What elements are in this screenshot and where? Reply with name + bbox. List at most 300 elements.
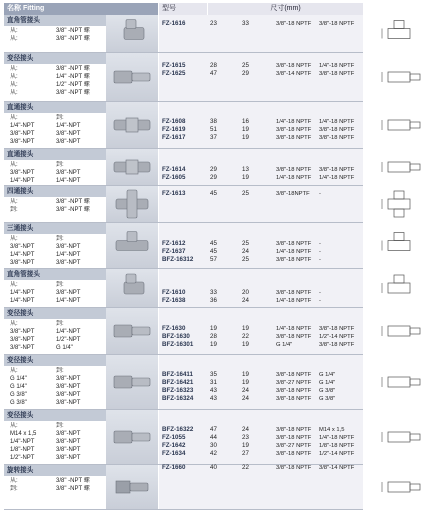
dimension-a: 29 [210, 166, 217, 173]
model-number: BFZ-16421 [162, 379, 194, 386]
dimension-d: G 1/4" [319, 372, 336, 378]
table-row [159, 426, 363, 434]
dimension-d: 1/4"-18 NPTF [319, 175, 355, 181]
table-row [159, 341, 363, 349]
thread-from: 3/8"-NPT [10, 131, 35, 137]
dimension-d: 3/8"-18 NPTF [319, 127, 355, 133]
thread-from: 从: [10, 28, 18, 34]
model-number: FZ-1617 [162, 134, 186, 141]
dimension-a: 29 [210, 174, 217, 181]
table-row [159, 62, 363, 70]
dimension-d: M14 x 1,5 [319, 427, 345, 433]
fitting-image [106, 355, 158, 409]
thread-to: 3/8"-NPT [56, 290, 81, 296]
dimension-a: 43 [210, 387, 217, 394]
diagram-body-outline [388, 482, 410, 492]
dimension-a: 45 [210, 190, 217, 197]
fitting-body-shape [116, 241, 148, 251]
thread-to: 1/4"-NPT [56, 329, 81, 335]
dimension-b: 22 [242, 333, 249, 340]
diagram-body-outline [388, 162, 410, 172]
table-row [159, 434, 363, 442]
dimension-b: 25 [242, 190, 249, 197]
model-number: FZ-1615 [162, 62, 186, 69]
thread-spec-line [4, 169, 106, 177]
fitting-body-shape [114, 376, 132, 388]
model-number: FZ-1612 [162, 240, 186, 247]
dimension-drawing [366, 410, 434, 464]
dimension-b: 25 [242, 240, 249, 247]
thread-from: 1/4"-NPT [10, 290, 35, 296]
thread-from: 到: [10, 486, 18, 492]
fitting-photo [106, 465, 158, 510]
dimension-diagram [366, 269, 434, 307]
thread-spec-line [4, 138, 106, 146]
group-title: 直通接头 [4, 102, 106, 113]
dimension-d: 3/8"-18 NPTF [319, 21, 355, 27]
fitting-photo [106, 269, 158, 308]
dimension-d: G 3/8" [319, 396, 336, 402]
dimension-d: - [319, 257, 321, 263]
thread-to: 1/4"-NPT [56, 298, 81, 304]
dimension-d: - [319, 191, 321, 197]
fitting-nipple-shape [132, 73, 150, 81]
diagram-body-outline [388, 72, 410, 82]
thread-spec-line [4, 367, 106, 375]
dimension-d: 3/8"-18 NPTF [319, 326, 355, 332]
thread-from: 从: [10, 162, 18, 168]
fitting-image [106, 308, 158, 354]
thread-to: 到: [56, 321, 64, 327]
thread-to: G 1/4" [56, 345, 73, 351]
dimension-c: 3/8"-18 NPTF [276, 388, 312, 394]
dimension-d: 3/8"-18 NPTF [319, 71, 355, 77]
thread-from: G 3/8" [10, 392, 27, 398]
fitting-branch-shape [126, 274, 136, 283]
dimension-a: 51 [210, 126, 217, 133]
model-number: FZ-1660 [162, 464, 186, 471]
group-title: 变径接头 [4, 355, 106, 366]
dimension-a: 28 [210, 333, 217, 340]
fitting-body-shape [124, 282, 144, 294]
diagram-nipple-outline [410, 434, 420, 440]
diagram-body-outline [388, 241, 410, 251]
thread-spec-line [4, 89, 106, 97]
model-number: FZ-1608 [162, 118, 186, 125]
thread-spec-line [4, 281, 106, 289]
thread-to: 3/8" -NPT 螺 [56, 207, 90, 213]
dimension-b: 19 [242, 174, 249, 181]
table-row [159, 174, 363, 182]
thread-spec-line [4, 454, 106, 462]
thread-spec-line [4, 485, 106, 493]
thread-from: 从: [10, 199, 18, 205]
thread-spec-line [4, 320, 106, 328]
dimension-diagram [366, 149, 434, 185]
dimension-drawing [366, 15, 434, 52]
thread-spec-line [4, 383, 106, 391]
thread-spec-line [4, 438, 106, 446]
table-row [159, 379, 363, 387]
thread-from: 1/4"-NPT [10, 123, 35, 129]
table-row [159, 325, 363, 333]
fitting-image [106, 223, 158, 268]
dimension-d: - [319, 249, 321, 255]
thread-from: G 3/8" [10, 400, 27, 406]
dimension-a: 38 [210, 118, 217, 125]
table-row [159, 166, 363, 174]
dimension-d: - [319, 290, 321, 296]
dimension-c: 1/4"-18 NPTF [276, 119, 312, 125]
fitting-image [106, 53, 158, 101]
thread-to: 3/8"-NPT [56, 384, 81, 390]
table-row [159, 450, 363, 458]
fitting-body-shape [124, 28, 144, 40]
dimension-d: 1/4"-18 NPTF [319, 119, 355, 125]
fitting-hex-shape [126, 160, 138, 174]
model-number: FZ-1625 [162, 70, 186, 77]
dimension-d: 3/8"-18 NPTF [319, 135, 355, 141]
diagram-branch-outline [394, 233, 404, 241]
dimension-b: 19 [242, 134, 249, 141]
table-row [159, 387, 363, 395]
thread-to: 到: [56, 236, 64, 242]
thread-spec-line [4, 251, 106, 259]
table-row [159, 240, 363, 248]
model-number: FZ-1637 [162, 248, 186, 255]
thread-to: 3/8"-NPT [56, 244, 81, 250]
thread-to: 1/2" -NPT 螺 [56, 82, 90, 88]
fitting-photo [106, 53, 158, 102]
group-divider [4, 509, 363, 510]
thread-to: 3/8"-NPT [56, 431, 81, 437]
dimension-c: 3/8"-18 NPTF [276, 334, 312, 340]
table-row [159, 333, 363, 341]
model-number: BFZ-16301 [162, 341, 194, 348]
dimension-c: 3/8"-18 NPTF [276, 135, 312, 141]
dimension-d: 3/8"-14 NPTF [319, 465, 355, 471]
thread-to: 到: [56, 282, 64, 288]
dimension-c: G 1/4" [276, 342, 293, 348]
thread-spec-line [4, 289, 106, 297]
thread-to: 1/4"-NPT [56, 178, 81, 184]
group-title: 三通接头 [4, 223, 106, 234]
thread-from: 3/8"-NPT [10, 139, 35, 145]
thread-from: 从: [10, 282, 18, 288]
thread-spec-line [4, 81, 106, 89]
dimension-a: 44 [210, 434, 217, 441]
thread-from: G 1/4" [10, 384, 27, 390]
model-number: BFZ-16411 [162, 371, 193, 378]
model-number: FZ-1605 [162, 174, 186, 181]
diagram-nipple-outline [410, 484, 420, 490]
dimension-a: 57 [210, 256, 217, 263]
thread-from: 从: [10, 478, 18, 484]
thread-spec-line [4, 446, 106, 454]
thread-to: 3/8"-NPT [56, 455, 81, 461]
thread-from: 从: [10, 66, 18, 72]
dimension-b: 27 [242, 450, 249, 457]
model-number: BFZ-16323 [162, 387, 194, 394]
thread-from: 从: [10, 236, 18, 242]
thread-to: 3/8"-NPT [56, 260, 81, 266]
diagram-body-outline [388, 326, 410, 336]
column-header-dimensions: 尺寸(mm) [208, 3, 363, 15]
dimension-a: 47 [210, 426, 217, 433]
diagram-nipple-outline [410, 122, 420, 128]
thread-spec-line [4, 399, 106, 407]
dimension-diagram [366, 308, 434, 354]
thread-to: 3/8"-NPT [56, 131, 81, 137]
thread-to: 3/8" -NPT 螺 [56, 486, 90, 492]
dimension-diagram [366, 355, 434, 409]
dimension-c: 3/8"-18 NPTF [276, 427, 312, 433]
group-title: 旋转接头 [4, 465, 106, 476]
dimension-a: 45 [210, 248, 217, 255]
dimension-diagram [366, 15, 434, 52]
dimension-d: 1/2"-14 NPTF [319, 451, 355, 457]
thread-from: 从: [10, 82, 18, 88]
dimension-c: 1/4"-18 NPTF [276, 326, 312, 332]
dimension-b: 23 [242, 434, 249, 441]
table-row [159, 442, 363, 450]
thread-spec-line [4, 259, 106, 267]
dimension-a: 28 [210, 62, 217, 69]
fitting-body-shape [114, 431, 132, 443]
thread-spec-line [4, 27, 106, 35]
fitting-photo [106, 102, 158, 149]
dimension-d: 3/8"-18 NPTF [319, 167, 355, 173]
thread-spec-line [4, 161, 106, 169]
diagram-branch-outline [394, 209, 404, 217]
diagram-branch-outline [394, 191, 404, 199]
model-number: BFZ-16312 [162, 256, 194, 263]
diagram-nipple-outline [410, 74, 420, 80]
diagram-body-outline [388, 199, 410, 209]
dimension-b: 19 [242, 379, 249, 386]
fitting-image [106, 269, 158, 307]
model-number: FZ-1610 [162, 289, 186, 296]
fitting-image [106, 15, 158, 52]
fitting-body-shape [114, 325, 132, 337]
thread-to: 到: [56, 368, 64, 374]
thread-from: 1/2"-NPT [10, 455, 35, 461]
thread-spec-line [4, 177, 106, 185]
dimension-drawing [366, 149, 434, 185]
fitting-photo [106, 149, 158, 186]
dimension-c: 3/8"-18 NPTF [276, 257, 312, 263]
dimension-b: 16 [242, 118, 249, 125]
dimension-a: 45 [210, 240, 217, 247]
diagram-body-outline [388, 432, 410, 442]
dimension-a: 23 [210, 20, 217, 27]
fitting-image [106, 149, 158, 185]
fitting-body-shape [114, 71, 132, 83]
thread-to: 3/8"-NPT [56, 392, 81, 398]
thread-spec-line [4, 122, 106, 130]
model-number: FZ-1642 [162, 442, 186, 449]
fitting-photo [106, 186, 158, 223]
dimension-b: 19 [242, 341, 249, 348]
thread-to: 到: [56, 423, 64, 429]
model-number: FZ-1614 [162, 166, 186, 173]
dimension-diagram [366, 53, 434, 101]
fitting-body-shape [116, 481, 130, 493]
dimension-drawing [366, 102, 434, 148]
dimension-a: 33 [210, 289, 217, 296]
table-row [159, 297, 363, 305]
thread-from: 从: [10, 74, 18, 80]
thread-to: 1/4"-NPT [56, 252, 81, 258]
dimension-c: 3/8"-18 NPTF [276, 451, 312, 457]
dimension-b: 24 [242, 426, 249, 433]
dimension-drawing [366, 223, 434, 268]
thread-spec-line [4, 235, 106, 243]
dimension-b: 24 [242, 297, 249, 304]
dimension-c: 3/8"-18 NPTF [276, 465, 312, 471]
diagram-body-outline [388, 120, 410, 130]
dimension-a: 19 [210, 341, 217, 348]
column-header-name: 名称 Fitting [4, 3, 106, 15]
dimension-a: 30 [210, 442, 217, 449]
dimension-b: 24 [242, 248, 249, 255]
thread-from: 从: [10, 368, 18, 374]
diagram-body-outline [388, 377, 410, 387]
fitting-image [106, 186, 158, 222]
thread-spec-line [4, 297, 106, 305]
thread-to: 3/8"-NPT [56, 447, 81, 453]
dimension-a: 42 [210, 450, 217, 457]
model-number: FZ-1630 [162, 325, 186, 332]
thread-from: G 1/4" [10, 376, 27, 382]
group-title: 直角管接头 [4, 15, 106, 26]
dimension-a: 37 [210, 134, 217, 141]
group-title: 变径接头 [4, 308, 106, 319]
dimension-c: 3/8"-18 NPTF [276, 127, 312, 133]
fitting-photo [106, 223, 158, 269]
dimension-c: 1/4"-18 NPTF [276, 175, 312, 181]
dimension-d: - [319, 241, 321, 247]
dimension-c: 3/8"-18 NPTF [276, 167, 312, 173]
dimension-c: 3/8"-27 NPTF [276, 380, 312, 386]
table-row [159, 289, 363, 297]
dimension-c: 3/8"-18 NPTF [276, 435, 312, 441]
table-row [159, 256, 363, 264]
dimension-c: 3/8"-18 NPTF [276, 21, 312, 27]
model-number: FZ-1055 [162, 434, 186, 441]
thread-to: 3/8"-NPT [56, 139, 81, 145]
dimension-a: 19 [210, 325, 217, 332]
thread-spec-line [4, 422, 106, 430]
dimension-c: 3/8"-18 NPTF [276, 241, 312, 247]
dimension-b: 13 [242, 166, 249, 173]
thread-to: 1/4"-NPT [56, 123, 81, 129]
fitting-image [106, 410, 158, 464]
dimension-b: 19 [242, 126, 249, 133]
table-row [159, 118, 363, 126]
dimension-a: 43 [210, 395, 217, 402]
table-row [159, 70, 363, 78]
dimension-c: 3/8"-18 NPTF [276, 63, 312, 69]
thread-from: 3/8"-NPT [10, 337, 35, 343]
column-header-model: 型号 [159, 3, 207, 15]
table-row [159, 248, 363, 256]
dimension-d: - [319, 298, 321, 304]
dimension-b: 33 [242, 20, 249, 27]
diagram-body-outline [388, 283, 410, 293]
dimension-drawing [366, 186, 434, 222]
thread-spec-line [4, 328, 106, 336]
thread-to: 3/8" -NPT 螺 [56, 66, 90, 72]
dimension-diagram [366, 102, 434, 148]
thread-from: M14 x 1,5 [10, 431, 37, 437]
dimension-drawing [366, 465, 434, 509]
thread-spec-line [4, 35, 106, 43]
thread-to: 3/8" -NPT 螺 [56, 36, 90, 42]
thread-spec-line [4, 344, 106, 352]
thread-from: 1/4"-NPT [10, 178, 35, 184]
dimension-d: 1/4"-18 NPTF [319, 63, 355, 69]
dimension-b: 24 [242, 395, 249, 402]
table-row [159, 20, 363, 28]
dimension-b: 25 [242, 62, 249, 69]
dimension-c: 3/8"-18 NPTF [276, 372, 312, 378]
table-row [159, 126, 363, 134]
dimension-c: 3/8"-14 NPTF [276, 71, 312, 77]
model-number: FZ-1634 [162, 450, 186, 457]
thread-to: 3/8"-NPT [56, 376, 81, 382]
dimension-c: 1/4"-18 NPTF [276, 298, 312, 304]
thread-from: 从: [10, 36, 18, 42]
thread-to: 3/8" -NPT 螺 [56, 478, 90, 484]
fitting-nipple-shape [132, 433, 150, 441]
fitting-nipple-shape [132, 327, 150, 335]
thread-to: 3/8"-NPT [56, 170, 81, 176]
dimension-diagram [366, 465, 434, 509]
fitting-image [106, 102, 158, 148]
dimension-c: 1/4"-18 NPTF [276, 249, 312, 255]
group-title: 变径接头 [4, 53, 106, 64]
thread-from: 从: [10, 423, 18, 429]
dimension-b: 19 [242, 325, 249, 332]
dimension-d: 1/8"-18 NPTF [319, 443, 355, 449]
thread-from: 3/8"-NPT [10, 244, 35, 250]
diagram-body-outline [388, 29, 410, 39]
dimension-a: 31 [210, 379, 217, 386]
thread-from: 3/8"-NPT [10, 170, 35, 176]
dimension-a: 40 [210, 464, 217, 471]
dimension-b: 20 [242, 289, 249, 296]
thread-from: 从: [10, 321, 18, 327]
dimension-drawing [366, 53, 434, 101]
model-number: FZ-1638 [162, 297, 186, 304]
dimension-b: 19 [242, 371, 249, 378]
thread-from: 3/8"-NPT [10, 260, 35, 266]
thread-spec-line [4, 336, 106, 344]
thread-from: 3/8"-NPT [10, 329, 35, 335]
model-number: FZ-1616 [162, 20, 186, 27]
thread-to: 3/8" -NPT 螺 [56, 28, 90, 34]
dimension-c: 3/8"-18 NPTF [276, 290, 312, 296]
thread-spec-line [4, 391, 106, 399]
table-row [159, 190, 363, 198]
thread-spec-line [4, 73, 106, 81]
thread-to: 3/8" -NPT 螺 [56, 90, 90, 96]
fitting-nipple-shape [130, 483, 148, 491]
thread-from: 1/4"-NPT [10, 439, 35, 445]
table-row [159, 134, 363, 142]
thread-spec-line [4, 375, 106, 383]
